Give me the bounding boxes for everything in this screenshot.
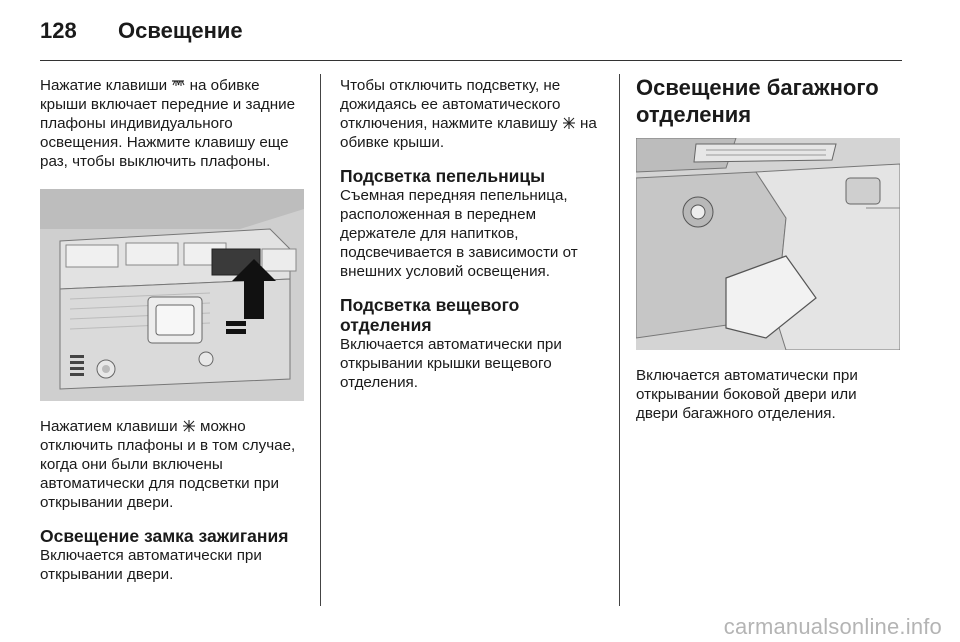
column-3 xyxy=(636,72,902,423)
section-heading: Освещение замка зажигания xyxy=(40,526,289,546)
paragraph-text: Нажатие клавиши xyxy=(40,77,168,94)
paragraph xyxy=(340,76,606,152)
dome-light-door-icon xyxy=(182,420,196,432)
column-2 xyxy=(340,72,606,392)
page-number: 128 xyxy=(40,18,77,43)
paragraph-text: можно отключить плафоны и в том случае, когда они были включены автоматически для подсветки при открывании двери. xyxy=(40,418,296,511)
dome-lights-both-icon xyxy=(171,79,185,91)
paragraph-text: на обивке крыши включает передние и задние плафоны индивидуального освещения. Нажмите клавишу еще раз, чтобы выключить плафоны. xyxy=(40,77,296,170)
column-divider xyxy=(320,74,321,606)
page-header xyxy=(40,14,920,60)
paragraph xyxy=(40,417,306,512)
roof-console-illustration xyxy=(40,189,304,401)
paragraph: Съемная передняя пепельница, расположенная в переднем держателе для напитков, подсвечивается в зависимости от внешних условий освещения. xyxy=(340,187,578,280)
paragraph: Включается автоматически при открывании крышки вещевого отделения. xyxy=(340,336,562,391)
paragraph-text: Нажатием клавиши xyxy=(40,418,178,435)
paragraph: Включается автоматически при открывании двери. xyxy=(40,547,262,583)
section-heading-large: Освещение багажного отделения xyxy=(636,75,879,127)
section-heading: Подсветка пепельницы xyxy=(340,166,546,186)
page-title: Освещение xyxy=(118,18,243,43)
paragraph xyxy=(40,76,306,171)
column-divider xyxy=(619,74,620,606)
column-1 xyxy=(40,72,306,584)
paragraph-text: Чтобы отключить подсветку, не дожидаясь ее автоматического отключения, нажмите клавишу xyxy=(340,77,561,132)
paragraph: Включается автоматически при открывании боковой двери или двери багажного отделения. xyxy=(636,367,858,422)
trunk-illustration xyxy=(636,138,900,350)
header-rule xyxy=(40,60,902,61)
paragraph-text: на обивке крыши. xyxy=(340,115,597,151)
watermark: carmanualsonline.info xyxy=(723,614,942,639)
dome-light-door-icon xyxy=(562,117,576,129)
section-heading: Подсветка вещевого отделения xyxy=(340,295,520,335)
